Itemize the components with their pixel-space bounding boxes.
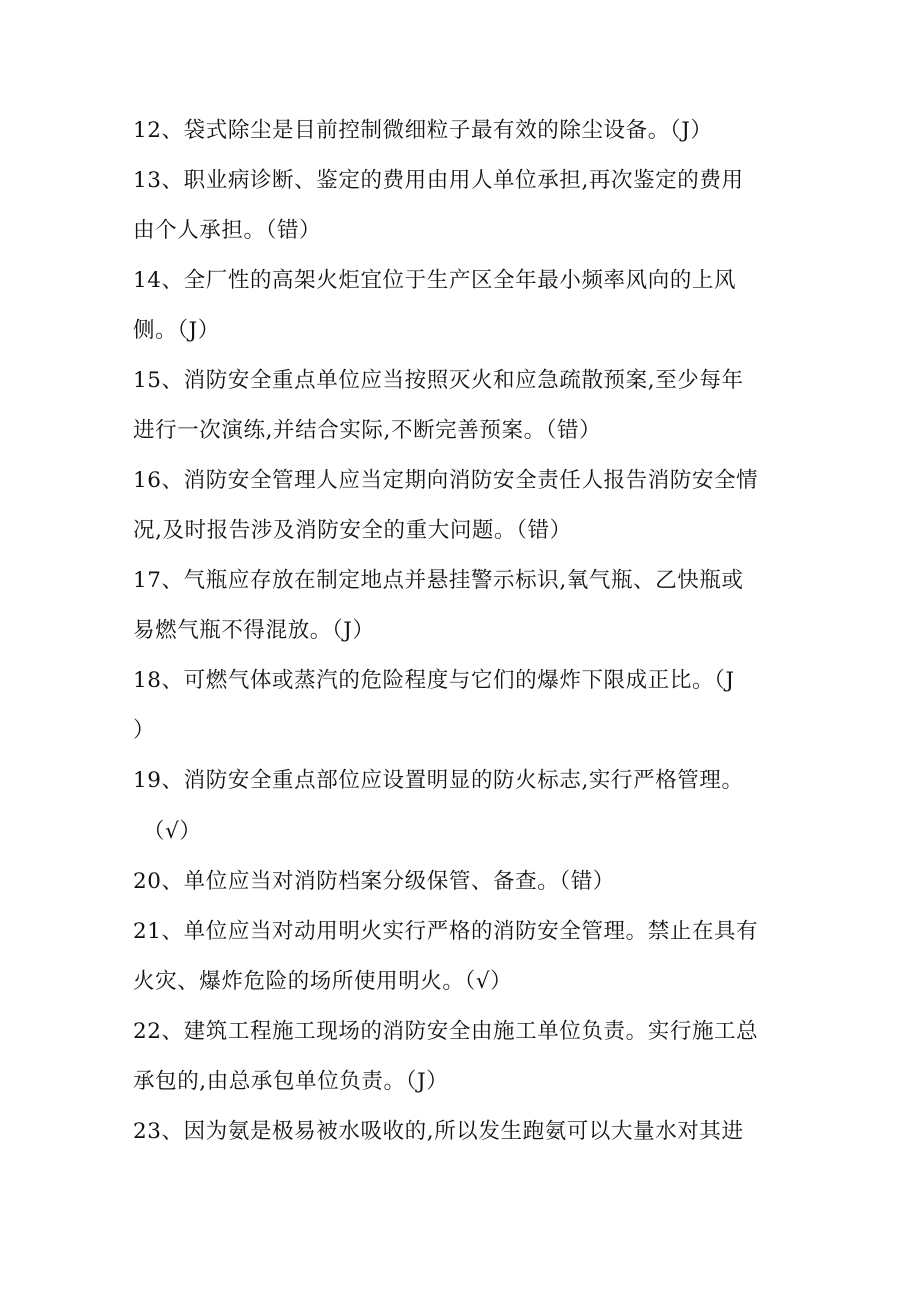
text-line: 况,及时报告涉及消防安全的重大问题。（错） — [133, 518, 572, 543]
text-line: 由个人承担。（错） — [133, 218, 322, 243]
text-line: 侧。（J） — [133, 318, 220, 343]
text-line: 12、袋式除尘是目前控制微细粒子最有效的除尘设备。（J） — [133, 118, 713, 143]
text-line: 13、职业病诊断、鉴定的费用由用人单位承担,再次鉴定的费用 — [133, 168, 744, 193]
document-body — [133, 111, 793, 1162]
text-line: 18、可燃气体或蒸汽的危险程度与它们的爆炸下限成正比。（J — [133, 668, 735, 693]
text-line: ） — [133, 718, 156, 743]
text-line: 14、全厂性的高架火炬宜位于生产区全年最小频率风向的上风 — [133, 268, 737, 293]
text-line: 进行一次演练,并结合实际,不断完善预案。（错） — [133, 418, 602, 443]
text-line: （√） — [143, 819, 202, 844]
text-line: 20、单位应当对消防档案分级保管、备查。（错） — [133, 869, 615, 894]
text-line: 15、消防安全重点单位应当按照灭火和应急疏散预案,至少每年 — [133, 368, 744, 393]
text-line: 17、气瓶应存放在制定地点并悬挂警示标识,氧气瓶、乙快瓶或 — [133, 568, 744, 593]
text-line: 火灾、爆炸危险的场所使用明火。（√） — [133, 969, 513, 994]
text-line: 19、消防安全重点部位应设置明显的防火标志,实行严格管理。 — [133, 768, 744, 793]
text-line: 16、消防安全管理人应当定期向消防安全责任人报告消防安全情 — [133, 468, 759, 493]
text-line: 21、单位应当对动用明火实行严格的消防安全管理。禁止在具有 — [133, 919, 759, 944]
text-line: 承包的,由总承包单位负责。（J） — [133, 1069, 449, 1094]
text-line: 易燃气瓶不得混放。（J） — [133, 618, 375, 643]
text-line: 23、因为氨是极易被水吸收的,所以发生跑氨可以大量水对其进 — [133, 1119, 744, 1144]
text-line: 22、建筑工程施工现场的消防安全由施工单位负责。实行施工总 — [133, 1019, 759, 1044]
